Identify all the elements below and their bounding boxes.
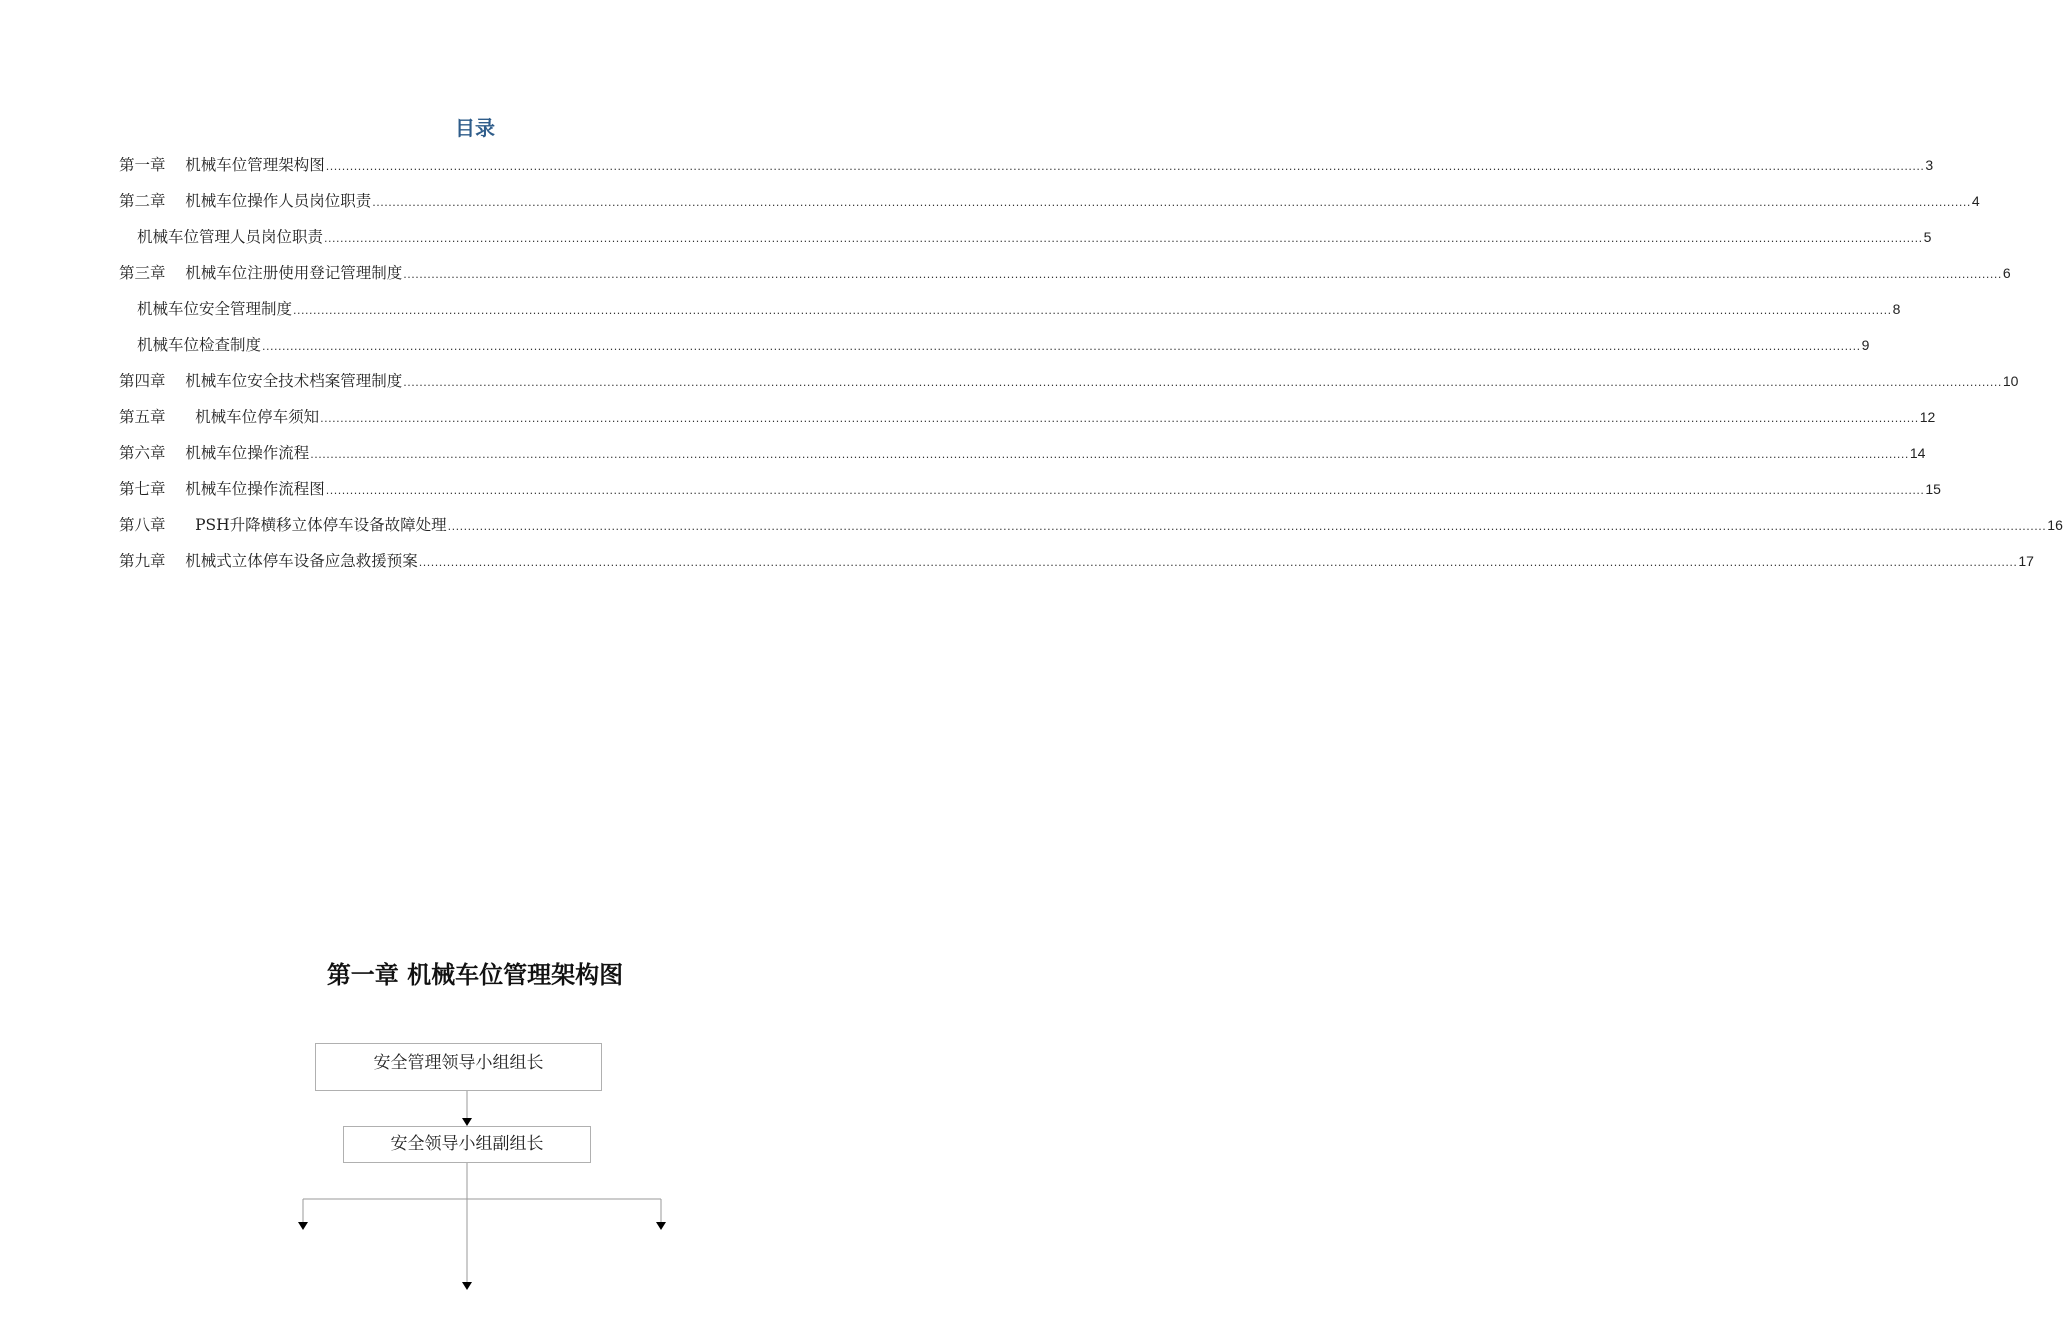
toc-leader-dots: ................................................................................................................................................................................................................................................................................................................................................................................................................ — [324, 232, 1923, 245]
toc-leader-dots: ................................................................................................................................................................................................................................................................................................................................................................................................................ — [418, 556, 2018, 569]
org-box-deputy: 安全领导小组副组长 — [343, 1126, 591, 1163]
toc-entry-text: 机械式立体停车设备应急救援预案 — [185, 552, 418, 570]
toc-entry-chapter: 第六章 — [119, 444, 166, 462]
toc-entry-page: 14 — [1909, 445, 1926, 461]
toc-entry-chapter: 第七章 — [119, 480, 166, 498]
toc-entry-page: 10 — [2002, 373, 2019, 389]
toc-leader-dots: ................................................................................................................................................................................................................................................................................................................................................................................................................ — [293, 304, 1892, 317]
toc-entry-page: 6 — [2002, 265, 2011, 281]
toc-entry-chapter: 第三章 — [119, 264, 166, 282]
toc-entry-page: 15 — [1925, 481, 1941, 497]
toc-entry-chapter: 第四章 — [119, 372, 166, 390]
toc-entry-text: 机械车位管理人员岗位职责 — [137, 228, 324, 246]
toc-entry-page: 17 — [2018, 553, 2034, 569]
toc-title: 目录 — [455, 116, 495, 140]
toc-entry-chapter: 第二章 — [119, 192, 166, 210]
toc-entry-text: 机械车位操作人员岗位职责 — [185, 192, 372, 210]
toc-leader-dots: ................................................................................................................................................................................................................................................................................................................................................................................................................ — [325, 484, 1925, 497]
toc-entry-chapter: 第五章 — [119, 408, 166, 426]
toc-leader-dots: ................................................................................................................................................................................................................................................................................................................................................................................................................ — [262, 340, 1861, 353]
toc-entry-text: 机械车位安全技术档案管理制度 — [185, 372, 403, 390]
toc-entry-text: 机械车位停车须知 — [195, 408, 320, 426]
toc-entry-text: 机械车位检查制度 — [137, 336, 262, 354]
toc-leader-dots: ................................................................................................................................................................................................................................................................................................................................................................................................................ — [372, 196, 1971, 209]
arrowhead-center — [462, 1282, 472, 1290]
toc-leader-dots: ................................................................................................................................................................................................................................................................................................................................................................................................................ — [325, 160, 1925, 173]
toc-entry-chapter: 第九章 — [119, 552, 166, 570]
toc-entry-page: 9 — [1861, 337, 1870, 353]
toc-entry-text: PSH升降横移立体停车设备故障处理 — [195, 516, 447, 534]
org-box-leader: 安全管理领导小组组长 — [315, 1043, 602, 1091]
toc-leader-dots: ................................................................................................................................................................................................................................................................................................................................................................................................................ — [403, 268, 2002, 281]
chapter-heading: 第一章 机械车位管理架构图 — [326, 961, 624, 989]
toc-entry-page: 4 — [1971, 193, 1980, 209]
toc-entry-chapter: 第一章 — [119, 156, 166, 174]
arrowhead-to-deputy — [462, 1118, 472, 1126]
arrowhead-left — [298, 1222, 308, 1230]
toc-entry-page: 3 — [1925, 157, 1934, 173]
toc-entry-page: 12 — [1919, 409, 1936, 425]
toc-entry-text: 机械车位操作流程 — [185, 444, 310, 462]
toc-entry-chapter: 第八章 — [119, 516, 166, 534]
toc-entry-text: 机械车位操作流程图 — [185, 480, 325, 498]
toc-leader-dots: ................................................................................................................................................................................................................................................................................................................................................................................................................ — [447, 520, 2047, 533]
toc-entry-text: 机械车位安全管理制度 — [137, 300, 293, 318]
toc-entry-page: 8 — [1892, 301, 1901, 317]
toc-entry-text: 机械车位注册使用登记管理制度 — [185, 264, 403, 282]
toc-entry-page: 5 — [1923, 229, 1932, 245]
toc-entry-text: 机械车位管理架构图 — [185, 156, 325, 174]
arrowhead-right — [656, 1222, 666, 1230]
toc-leader-dots: ................................................................................................................................................................................................................................................................................................................................................................................................................ — [320, 412, 1919, 425]
toc-entry-page: 16 — [2047, 517, 2063, 533]
toc-leader-dots: ................................................................................................................................................................................................................................................................................................................................................................................................................ — [310, 448, 1909, 461]
toc-leader-dots: ................................................................................................................................................................................................................................................................................................................................................................................................................ — [403, 376, 2002, 389]
